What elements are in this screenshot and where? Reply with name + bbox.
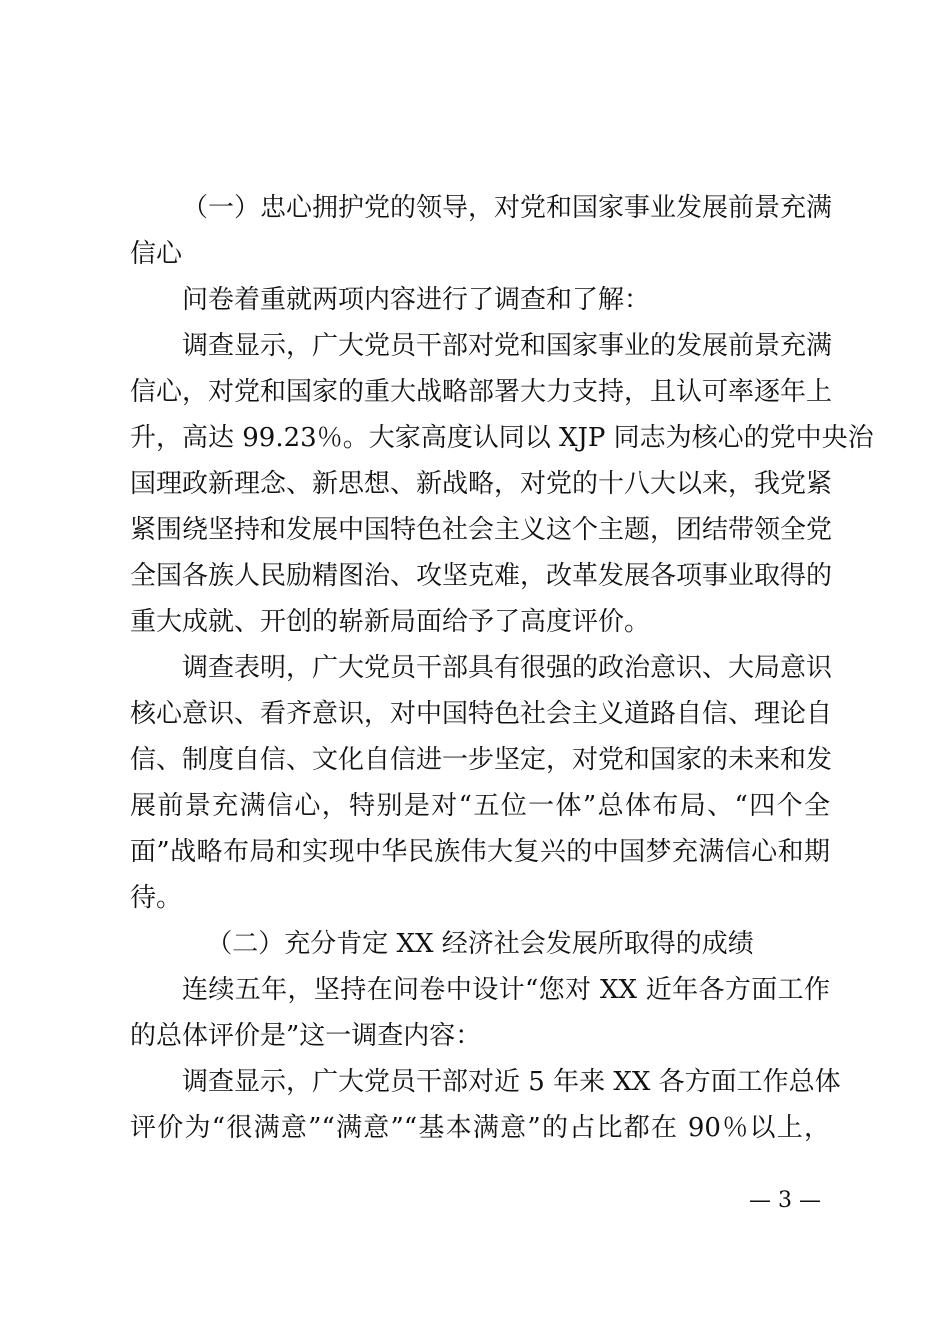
- section1-para1-line: 国理政新理念、新思想、新战略，对党的十八大以来，我党紧: [130, 469, 833, 499]
- section2-heading: （二）充分肯定 XX 经济社会发展所取得的成绩: [206, 929, 754, 959]
- section1-intro: 问卷着重就两项内容进行了调查和了解：: [182, 285, 651, 315]
- section2-para1-line: 评价为“很满意”“满意”“基本满意”的占比都在 90％以上，: [130, 1113, 830, 1143]
- section1-heading-line2: 信心: [130, 239, 183, 269]
- section1-para2-line: 核心意识、看齐意识，对中国特色社会主义道路自信、理论自: [130, 699, 833, 729]
- page-number: — 3 —: [749, 1188, 821, 1213]
- section1-para2-line: 调查表明，广大党员干部具有很强的政治意识、大局意识: [182, 653, 833, 683]
- section1-para2-line: 待。: [130, 883, 183, 913]
- section1-para1-line: 调查显示，广大党员干部对党和国家事业的发展前景充满: [182, 331, 833, 361]
- section2-para1-line: 调查显示，广大党员干部对近 5 年来 XX 各方面工作总体: [182, 1067, 841, 1097]
- section1-para2-line: 信、制度自信、文化自信进一步坚定，对党和国家的未来和发: [130, 745, 833, 775]
- section1-para1-line: 升，高达 99.23％。大家高度认同以 XJP 同志为核心的党中央治: [130, 423, 874, 453]
- section1-heading-line1: （一）忠心拥护党的领导，对党和国家事业发展前景充满: [182, 193, 833, 223]
- section1-para2-line: 展前景充满信心，特别是对“五位一体”总体布局、“四个全: [130, 791, 830, 821]
- section2-intro-line: 连续五年，坚持在问卷中设计“您对 XX 近年各方面工作: [182, 975, 830, 1005]
- section1-para1-line: 信心，对党和国家的重大战略部署大力支持，且认可率逐年上: [130, 377, 833, 407]
- section1-para1-line: 紧围绕坚持和发展中国特色社会主义这个主题，团结带领全党: [130, 515, 833, 545]
- section1-para1-line: 重大成就、开创的崭新局面给予了高度评价。: [130, 607, 651, 637]
- section1-para2-line: 面”战略布局和实现中华民族伟大复兴的中国梦充满信心和期: [130, 837, 830, 867]
- section1-para1-line: 全国各族人民励精图治、攻坚克难，改革发展各项事业取得的: [130, 561, 833, 591]
- section2-intro-line: 的总体评价是”这一调查内容：: [130, 1021, 482, 1051]
